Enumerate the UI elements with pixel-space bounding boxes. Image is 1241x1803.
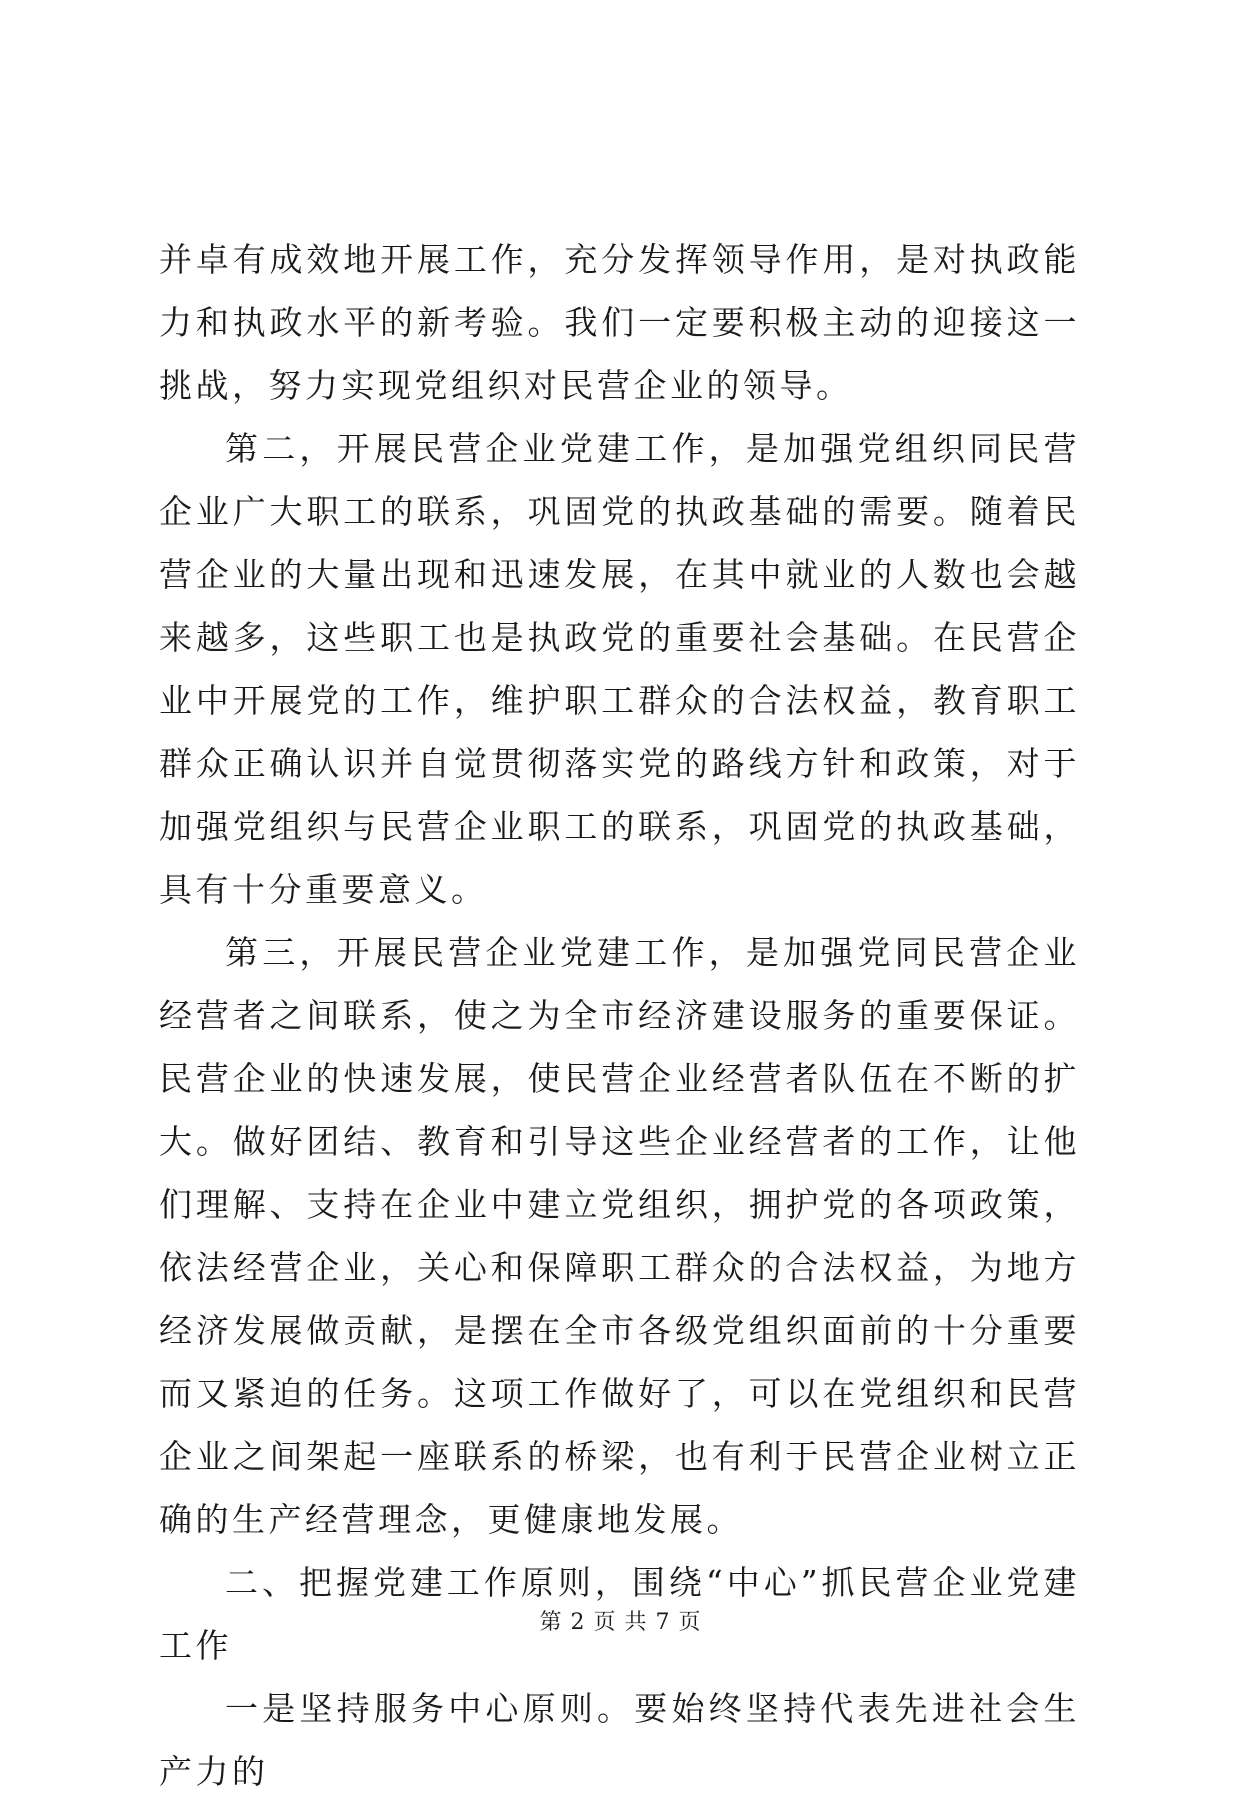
document-body (159, 228, 1080, 1803)
paragraph-1: 并卓有成效地开展工作，充分发挥领导作用，是对执政能力和执政水平的新考验。我们一定要积极主动的迎接这一挑战，努力实现党组织对民营企业的领导。 (159, 240, 1080, 405)
paragraph-4: 一是坚持服务中心原则。要始终坚持代表先进社会生产力的 (159, 1689, 1080, 1791)
section-heading: 二、把握党建工作原则，围绕“中心”抓民营企业党建工作 (159, 1563, 1080, 1665)
paragraph-3: 第三，开展民营企业党建工作，是加强党同民营企业经营者之间联系，使之为全市经济建设服务的重要保证。民营企业的快速发展，使民营企业经营者队伍在不断的扩大。做好团结、教育和引导这些企业经营者的工作，让他们理解、支持在企业中建立党组织，拥护党的各项政策，依法经营企业，关心和保障职工群众的合法权益，为地方经济发展做贡献，是摆在全市各级党组织面前的十分重要而又紧迫的任务。这项工作做好了，可以在党组织和民营企业之间架起一座联系的桥梁，也有利于民营企业树立正确的生产经营理念，更健康地发展。 (159, 933, 1080, 1539)
paragraph-2: 第二，开展民营企业党建工作，是加强党组织同民营企业广大职工的联系，巩固党的执政基础的需要。随着民营企业的大量出现和迅速发展，在其中就业的人数也会越来越多，这些职工也是执政党的重要社会基础。在民营企业中开展党的工作，维护职工群众的合法权益，教育职工群众正确认识并自觉贯彻落实党的路线方针和政策，对于加强党组织与民营企业职工的联系，巩固党的执政基础，具有十分重要意义。 (159, 429, 1080, 909)
page-footer: 第 2 页 共 7 页 (539, 1610, 702, 1635)
